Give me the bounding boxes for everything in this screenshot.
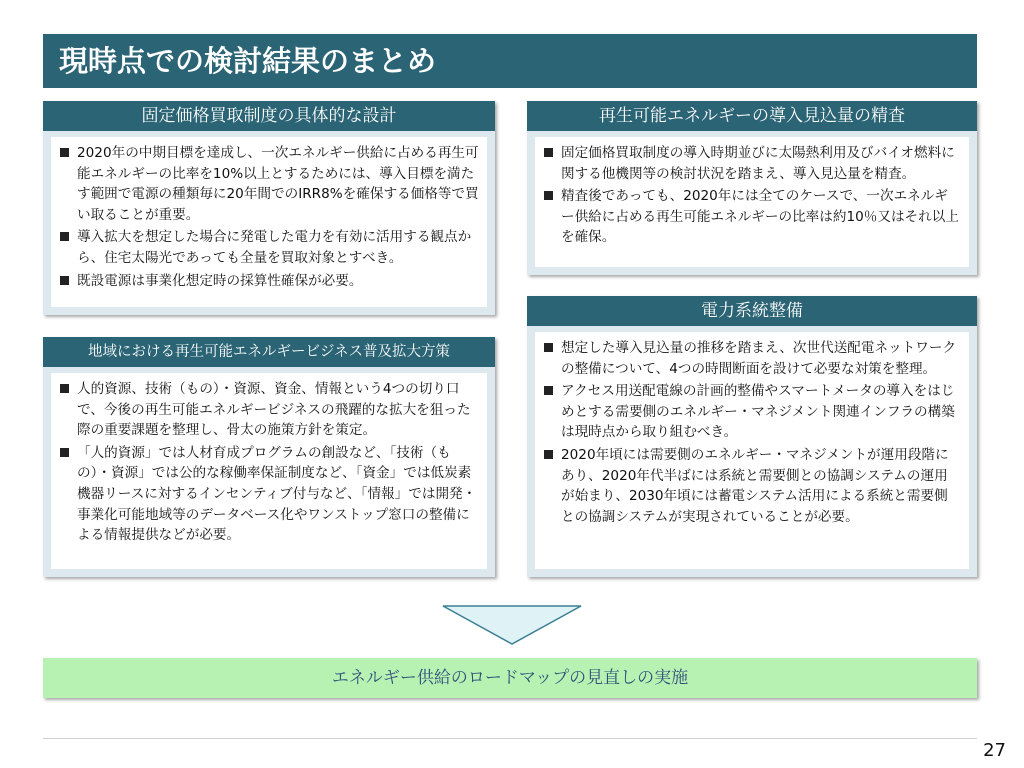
square-bullet-icon [60, 232, 69, 241]
panel-body [51, 373, 487, 569]
panel-body [535, 137, 969, 267]
bullet-text: 2020年の中期目標を達成し、一次エネルギー供給に占める再生可能エネルギーの比率を10%以上とするためには、導入目標を満たす範囲で電源の種類毎に20年間でのIRR8%を確保する価格等で買い取ることが重要。 [77, 145, 479, 223]
bullet-item [57, 379, 479, 441]
bullet-item [541, 338, 961, 379]
bullet-item [541, 381, 961, 443]
square-bullet-icon [60, 148, 69, 157]
bullet-text: 導入拡大を想定した場合に発電した電力を有効に活用する観点から、住宅太陽光であっても全量を買取対象とすべき。 [77, 229, 472, 266]
panel-fit-design [43, 101, 495, 315]
bullet-item [57, 143, 479, 225]
panel-heading: 地域における再生可能エネルギービジネス普及拡大方策 [43, 337, 495, 367]
bullet-text: 固定価格買取制度の導入時期並びに太陽熱利用及びバイオ燃料に関する他機関等の検討状況を踏まえ、導入見込量を精査。 [561, 145, 955, 182]
panel-heading: 再生可能エネルギーの導入見込量の精査 [527, 101, 977, 131]
bullet-text: 精査後であっても、2020年には全てのケースで、一次エネルギー供給に占める再生可能エネルギーの比率は約10％又はそれ以上を確保。 [561, 188, 959, 246]
bullet-list [57, 143, 479, 291]
bullet-text: 想定した導入見込量の推移を踏まえ、次世代送配電ネットワークの整備について、4つの時間断面を設けて必要な対策を整理。 [561, 340, 957, 377]
panel-body [535, 332, 969, 569]
bullet-text: 人的資源、技術（もの）・資源、資金、情報という4つの切り口で、今後の再生可能エネルギービジネスの飛躍的な拡大を狙った際の重要課題を整理し、骨太の施策方針を策定。 [77, 381, 471, 439]
square-bullet-icon [544, 343, 553, 352]
square-bullet-icon [544, 450, 553, 459]
square-bullet-icon [60, 276, 69, 285]
square-bullet-icon [544, 148, 553, 157]
panel-heading: 電力系統整備 [527, 296, 977, 326]
bullet-text: 既設電源は事業化想定時の採算性確保が必要。 [77, 272, 363, 289]
bullet-item [541, 143, 961, 184]
conclusion-bar: エネルギー供給のロードマップの見直しの実施 [43, 658, 977, 698]
bullet-list [541, 338, 961, 527]
down-arrow-icon [441, 604, 583, 646]
panel-regional-business [43, 337, 495, 577]
square-bullet-icon [544, 386, 553, 395]
square-bullet-icon [544, 191, 553, 200]
bullet-item [57, 443, 479, 546]
bullet-text: 2020年頃には需要側のエネルギー・マネジメントが運用段階にあり、2020年代半ばには系統と需要側との協調システムの運用が始まり、2030年頃には蓄電システム活用による系統と需要側との協調システムが実現されていることが必要。 [561, 446, 949, 525]
panel-forecast-review [527, 101, 977, 275]
square-bullet-icon [60, 448, 69, 457]
square-bullet-icon [60, 384, 69, 393]
bullet-item [57, 271, 479, 292]
page-number: 27 [983, 740, 1006, 761]
bullet-item [57, 227, 479, 268]
panel-grid-development [527, 296, 977, 577]
panel-body [51, 137, 487, 307]
bullet-list [541, 143, 961, 248]
panel-heading: 固定価格買取制度の具体的な設計 [43, 101, 495, 131]
bullet-text: 「人的資源」では人材育成プログラムの創設など、「技術（もの）・資源」では公的な稼働率保証制度など、「資金」では低炭素機器リースに対するインセンティブ付与など、「情報」では開発・事業化可能地域等のデータベース化やワンストップ窓口の整備による情報提供などが必要。 [77, 444, 477, 544]
slide-title: 現時点での検討結果のまとめ [43, 34, 977, 88]
footer-divider [43, 738, 977, 739]
bullet-item [541, 445, 961, 527]
bullet-list [57, 379, 479, 546]
bullet-item [541, 186, 961, 248]
bullet-text: アクセス用送配電線の計画的整備やスマートメータの導入をはじめとする需要側のエネルギー・マネジメント関連インフラの構築は現時点から取り組むべき。 [561, 383, 955, 441]
